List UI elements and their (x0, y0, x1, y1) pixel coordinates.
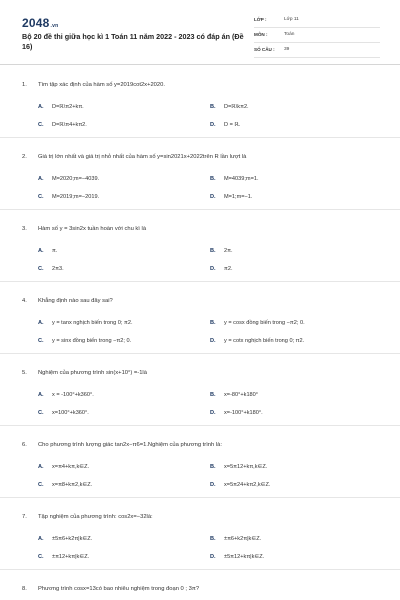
option-text: y = cosx đồng biến trong −π2; 0. (224, 320, 305, 326)
option-b[interactable] (210, 248, 233, 254)
meta-panel (254, 16, 380, 61)
option-letter: D. (210, 554, 216, 560)
question-number: 7. (22, 514, 27, 520)
question-4 (0, 282, 400, 354)
option-c[interactable] (38, 554, 89, 560)
option-letter: B. (210, 104, 216, 110)
option-a[interactable] (38, 464, 89, 470)
question-text: Phương trình cosx=13có bao nhiêu nghiệm trong đoạn 0 ; 3π? (38, 586, 200, 592)
option-text: x=-100°+k180°. (224, 410, 263, 416)
option-c[interactable] (38, 410, 89, 416)
option-c[interactable] (38, 194, 99, 200)
question-number: 5. (22, 370, 27, 376)
option-letter: A. (38, 320, 44, 326)
logo-main: 2048 (22, 16, 50, 30)
header-divider (0, 64, 400, 65)
option-c[interactable] (38, 266, 64, 272)
option-text: x=5π12+kπ,k∈Z. (224, 464, 268, 470)
logo-sub: .vn (50, 23, 59, 29)
question-text: Hàm số y = 3sin2x tuần hoàn với chu kì là (38, 226, 147, 232)
question-text: Tìm tập xác định của hàm số y=2019cot2x+2020. (38, 82, 165, 88)
page-header (0, 0, 400, 64)
option-letter: B. (210, 464, 216, 470)
option-c[interactable] (38, 338, 131, 344)
question-1 (0, 66, 400, 138)
question-list (0, 66, 400, 592)
option-a[interactable] (38, 176, 99, 182)
meta-value: Lớp 11 (284, 17, 299, 22)
option-letter: C. (38, 410, 44, 416)
option-a[interactable] (38, 392, 94, 398)
meta-row-count (254, 46, 380, 58)
option-b[interactable] (210, 104, 249, 110)
option-text: ±5π12+kπ|k∈Z. (224, 554, 265, 560)
option-text: x=π4+kπ,k∈Z. (52, 464, 90, 470)
option-d[interactable] (210, 338, 304, 344)
option-d[interactable] (210, 410, 263, 416)
option-text: M=2020;m=−4039. (52, 176, 100, 182)
question-text: Khẳng định nào sau đây sai? (38, 298, 113, 304)
option-d[interactable] (210, 554, 264, 560)
option-c[interactable] (38, 482, 92, 488)
option-letter: A. (38, 104, 44, 110)
meta-value: 39 (284, 47, 290, 52)
option-letter: A. (38, 392, 44, 398)
option-letter: B. (210, 320, 216, 326)
question-number: 8. (22, 586, 27, 592)
option-a[interactable] (38, 320, 133, 326)
option-text: 2π3. (52, 266, 64, 272)
option-letter: D. (210, 410, 216, 416)
option-text: y = cotx nghịch biến trong 0; π2. (224, 338, 305, 344)
meta-key: LỚP : (254, 17, 267, 22)
option-d[interactable] (210, 482, 271, 488)
option-b[interactable] (210, 536, 261, 542)
option-letter: C. (38, 338, 44, 344)
option-letter: B. (210, 176, 216, 182)
option-text: D=ℝ\π4+kπ2. (52, 122, 87, 128)
option-a[interactable] (38, 104, 84, 110)
option-a[interactable] (38, 536, 92, 542)
question-text: Giá trị lớn nhất và giá trị nhỏ nhất của hàm số y=sin2021x+2022trên R lần lượt là (38, 154, 247, 160)
option-letter: A. (38, 464, 44, 470)
site-logo[interactable] (22, 16, 58, 30)
meta-value: Toán (284, 32, 295, 37)
option-c[interactable] (38, 122, 87, 128)
option-letter: D. (210, 482, 216, 488)
option-text: y = sinx đồng biến trong −π2; 0. (52, 338, 132, 344)
question-number: 3. (22, 226, 27, 232)
option-letter: D. (210, 194, 216, 200)
option-letter: A. (38, 248, 44, 254)
question-7 (0, 498, 400, 570)
option-letter: D. (210, 338, 216, 344)
meta-row-class (254, 16, 380, 28)
question-2 (0, 138, 400, 210)
option-letter: D. (210, 266, 216, 272)
option-text: x=-80°+k180° (224, 392, 259, 398)
option-text: x=100°+k360°. (52, 410, 89, 416)
option-letter: B. (210, 248, 216, 254)
option-text: D=ℝ\π2+kπ. (52, 104, 84, 110)
question-number: 2. (22, 154, 27, 160)
option-letter: A. (38, 176, 44, 182)
option-b[interactable] (210, 464, 267, 470)
option-b[interactable] (210, 392, 258, 398)
meta-row-subject (254, 31, 380, 43)
option-text: 2π. (224, 248, 233, 254)
option-text: ±π6+k2π|k∈Z. (224, 536, 262, 542)
option-text: M=1;m=−1. (224, 194, 253, 200)
option-text: D = ℝ. (224, 122, 241, 128)
option-text: D=ℝ\kπ2. (224, 104, 249, 110)
option-d[interactable] (210, 122, 240, 128)
option-letter: B. (210, 536, 216, 542)
option-letter: C. (38, 194, 44, 200)
question-text: Cho phương trình lượng giác tan2x−π6=1.Nghiệm của phương trình là: (38, 442, 222, 448)
option-text: ±5π6+k2π|k∈Z. (52, 536, 93, 542)
question-8 (0, 570, 400, 592)
option-letter: C. (38, 266, 44, 272)
option-d[interactable] (210, 266, 233, 272)
option-letter: A. (38, 536, 44, 542)
option-text: x=5π24+kπ2,k∈Z. (224, 482, 271, 488)
option-d[interactable] (210, 194, 252, 200)
option-b[interactable] (210, 176, 259, 182)
option-text: x=π8+kπ2,k∈Z. (52, 482, 93, 488)
question-text: Nghiệm của phương trình sin(x+10°) =-1là (38, 370, 147, 376)
option-text: x = -100°+k360°. (52, 392, 94, 398)
option-text: π2. (224, 266, 233, 272)
option-letter: B. (210, 392, 216, 398)
option-letter: C. (38, 122, 44, 128)
option-letter: C. (38, 554, 44, 560)
meta-key: SỐ CÂU : (254, 47, 275, 52)
question-number: 1. (22, 82, 27, 88)
question-number: 6. (22, 442, 27, 448)
option-text: y = tanx nghịch biến trong 0; π2. (52, 320, 133, 326)
question-number: 4. (22, 298, 27, 304)
question-6 (0, 426, 400, 498)
option-text: π. (52, 248, 58, 254)
option-text: M=2019;m=−2019. (52, 194, 100, 200)
question-text: Tập nghiệm của phương trình: cos2x=−32là: (38, 514, 153, 520)
question-5 (0, 354, 400, 426)
option-letter: C. (38, 482, 44, 488)
document-title: Bộ 20 đề thi giữa học kì 1 Toán 11 năm 2022 - 2023 có đáp án (Đề 16) (22, 32, 244, 51)
option-text: M=4039;m=1. (224, 176, 259, 182)
option-a[interactable] (38, 248, 57, 254)
option-letter: D. (210, 122, 216, 128)
meta-key: MÔN : (254, 32, 268, 37)
option-text: ±π12+kπ|k∈Z. (52, 554, 90, 560)
option-b[interactable] (210, 320, 305, 326)
question-3 (0, 210, 400, 282)
